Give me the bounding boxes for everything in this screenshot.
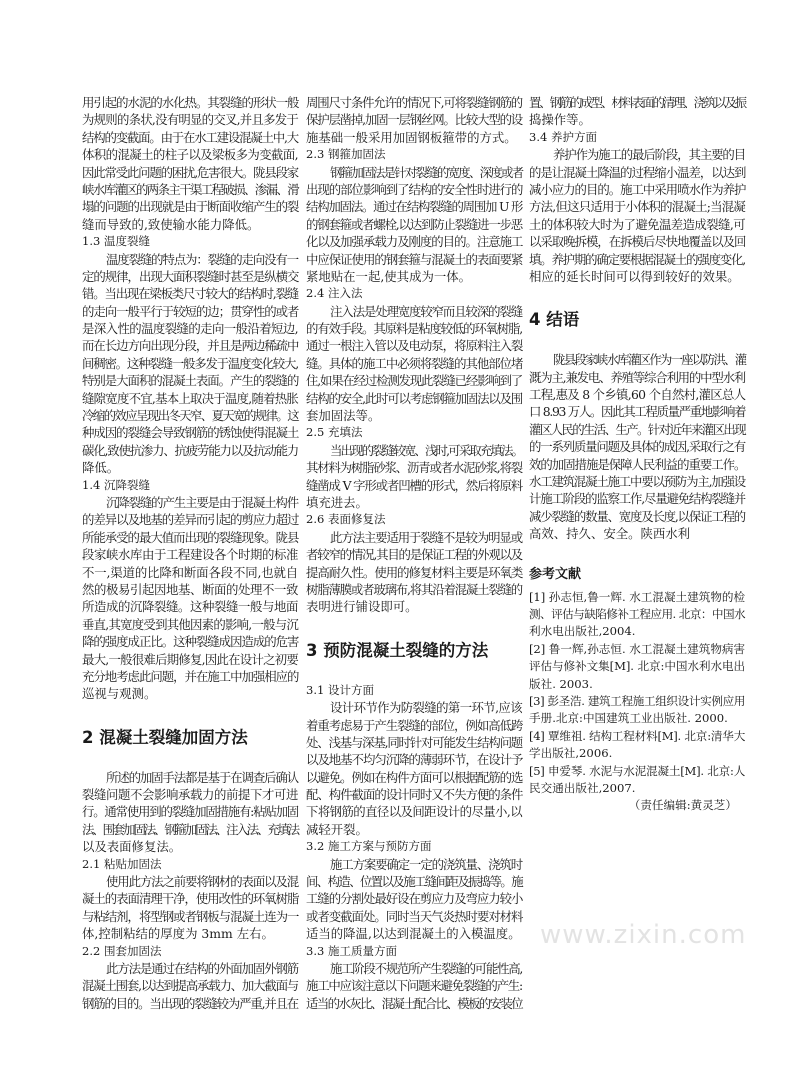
paragraph-line: 间、构造、位置以及施工缝间距及振捣等。施 xyxy=(306,874,522,890)
paragraph-line: 减轻开裂。 xyxy=(306,821,368,837)
paragraph-line: 溉为主,兼发电、养殖等综合利用的中型水利 xyxy=(529,369,745,385)
paragraph-line: 的差异以及地基的差异而引起的剪应力超过 xyxy=(82,512,299,528)
paragraph-line: 定的规律，出现大面积裂缝时甚至是纵横交 xyxy=(82,268,299,284)
column-middle xyxy=(306,94,522,1012)
section-heading: 3 预防混凝土裂缝的方法 xyxy=(306,640,489,660)
paragraph-line: 所述的加固手法都是基于在调查后确认 xyxy=(106,769,298,785)
paragraph-line: 口 8.93 万人。因此其工程质量严重地影响着 xyxy=(529,404,746,420)
paragraph-line: 的有效手段。其原料是粘度较低的环氧树脂, xyxy=(306,321,522,337)
paragraph-line: 巡视与观测。 xyxy=(82,686,157,702)
paragraph-line: 结构加固法。通过在结构裂缝的周围加 U 形 xyxy=(306,199,523,215)
paragraph-line: 或者变截面处。同时当天气炎热时要对材料 xyxy=(306,908,523,924)
subsection-heading: 2.6 表面修复法 xyxy=(306,512,386,527)
paragraph-line: 垂直,其宽度受到其他因素的影响,一般与沉 xyxy=(82,616,298,632)
reference-line: 利水电出版社,2004. xyxy=(529,624,636,639)
paragraph-line: 体,控制粘结的厚度为 3mm 左右。 xyxy=(82,926,274,942)
subsection-heading: 3.2 施工方案与预防方面 xyxy=(306,839,432,854)
paragraph-line: 是深入性的温度裂缝的走向一般沿着短边, xyxy=(82,321,298,337)
reference-line: 学出版社,2006. xyxy=(529,746,613,761)
paragraph-line: 碳化,致使抗渗力、抗疲劳能力以及抗动能力 xyxy=(82,442,298,458)
paragraph-line: 施基础一般采用加固钢板箍带的方式。 xyxy=(306,129,517,145)
subsection-heading: 2.4 注入法 xyxy=(306,286,363,301)
paragraph-line: 周围尺寸条件允许的情况下,可将裂缝钢筋的 xyxy=(306,95,522,110)
paragraph-line: 计施工阶段的监察工作,尽量避免结构裂缝并 xyxy=(529,491,745,507)
reference-line: 测、评估与缺陷修补工程应用. 北京：中国水 xyxy=(529,606,745,621)
paragraph-line: 不一,渠道的比降和断面各段不同,也就自 xyxy=(82,564,298,580)
paragraph-line: 用引起的水泥的水化热。其裂缝的形状一般 xyxy=(82,95,299,110)
paragraph-line: 然的极易引起因地基、断面的处理不一致 xyxy=(82,581,298,597)
paragraph-line: 种成因的裂缝会导致钢筋的锈蚀使得混凝土 xyxy=(82,425,299,441)
paragraph-line: 下将钢筋的直径以及间距设计的尽量小,以 xyxy=(306,804,522,820)
subsection-heading: 1.3 温度裂缝 xyxy=(82,234,150,249)
column-right xyxy=(529,94,745,815)
watermark: www.zixin.com xyxy=(540,920,747,950)
paragraph-line: 出现的部位影响到了结构的安全性时进行的 xyxy=(306,181,523,197)
section-heading: 2 混凝土裂缝加固方法 xyxy=(82,727,248,747)
paragraph-line: 土的体积较大时为了避免温差造成裂缝,可 xyxy=(529,216,745,232)
paragraph-line: 使用此方法之前要将钢材的表面以及混 xyxy=(106,874,298,890)
reference-line: [4] 覃维祖. 结构工程材料[M]. 北京:清华大 xyxy=(529,728,745,743)
paragraph-line: 降低。 xyxy=(82,460,120,476)
paragraph-line: 高效、持久、安全。陕西水利 xyxy=(529,526,691,542)
paragraph-line: 裂缝问题不会影响承载力的前提下才可进 xyxy=(82,787,298,803)
paragraph-line: 此方法是通过在结构的外面加固外钢筋 xyxy=(106,960,298,976)
paragraph-line: 冷缩的效应呈现出冬天窄、夏天宽的规律。这 xyxy=(82,408,298,424)
paragraph-line: 因此常受此问题的困扰,危害很大。陇县段家 xyxy=(82,164,298,180)
paragraph-line: 灌区人民的生活、生产。针对近年来灌区出现 xyxy=(529,421,745,437)
paragraph-line: 的是让混凝土降温的过程缩小温差，以达到 xyxy=(529,164,746,180)
paragraph-line: 以及地基不均匀沉降的薄弱环节，在设计予 xyxy=(306,752,523,768)
references-heading: 参考文献 xyxy=(529,566,582,582)
paragraph-line: 填。养护期的确定要根据混凝土的强度变化, xyxy=(529,251,745,267)
paragraph-line: 的钢套箍或者螺栓,以达到防止裂缝进一步恶 xyxy=(306,216,522,232)
paragraph-line: 缝凿成 V 字形或者凹槽的形式，然后将原料 xyxy=(306,477,522,493)
paragraph-line: 凝土的表面清理干净，使用改性的环氧树脂 xyxy=(82,891,299,907)
reference-line: 民交通出版社,2007. xyxy=(529,780,636,795)
paragraph-line: 树脂薄膜或者玻璃布,将其沿着混凝土裂缝的 xyxy=(306,581,522,597)
paragraph-line: 与粘结剂，将型钢或者钢板与混凝土连为一 xyxy=(82,908,299,924)
paragraph-line: 相应的延长时间可以得到较好的效果。 xyxy=(529,268,740,284)
subsection-heading: 1.4 沉降裂缝 xyxy=(82,477,150,492)
paragraph-line: 通过一根注入管以及电动泵，将原料注入裂 xyxy=(306,338,523,354)
paragraph-line: 所造成的沉降裂缝。这种裂缝一般与地面 xyxy=(82,599,298,615)
paragraph-line: 保护层凿掉,加固一层钢丝网。比较大型的设 xyxy=(306,112,522,128)
paragraph-line: 配、构件截面的设计同时又不失方便的条件 xyxy=(306,787,523,803)
subsection-heading: 3.1 设计方面 xyxy=(306,682,374,697)
paragraph-line: 适当的降温,以达到混凝土的入模温度。 xyxy=(306,926,521,942)
paragraph-line: 所能承受的最大值而出现的裂缝现象。陇县 xyxy=(82,529,299,545)
editor-credit: （责任编辑:黄灵芝） xyxy=(628,798,737,813)
paragraph-line: 结构的变截面。由于在水工建设混凝土中,大 xyxy=(82,129,298,145)
paragraph-line: 表明进行铺设即可。 xyxy=(306,599,418,615)
paragraph-line: 养护作为施工的最后阶段，其主要的目 xyxy=(553,147,745,163)
paragraph-line: 法、围套加固法、钢箍加固法、注入法、充填法 xyxy=(82,821,299,837)
paragraph-line: 减少裂缝的数量、宽度及长度,以保证工程的 xyxy=(529,508,745,524)
paragraph-line: 结构的安全,此时可以考虑钢箍加固法以及围 xyxy=(306,390,522,406)
paragraph-line: 温度裂缝的特点为：裂缝的走向没有一 xyxy=(106,251,298,267)
subsection-heading: 3.4 养护方面 xyxy=(529,129,597,144)
paragraph-line: 此方法主要适用于裂缝不是较为明显或 xyxy=(330,529,522,545)
subsection-heading: 2.5 充填法 xyxy=(306,425,363,440)
paragraph-line: 当出现的裂缝较宽、浅时,可采取充填法。 xyxy=(330,442,522,458)
paragraph-line: 的一系列质量问题及具体的成因,采取行之有 xyxy=(529,439,745,455)
paragraph-line: 陇县段家峡水库灌区作为一座以防洪、灌 xyxy=(553,352,746,368)
paragraph-line: 住,如果在经过检测发现此裂缝已经影响到了 xyxy=(306,373,522,389)
paragraph-line: 最大,一般很难后期修复,因此在设计之初要 xyxy=(82,651,298,667)
paragraph-line: 而在长边方向出现分段，并且是两边稀疏中 xyxy=(82,338,299,354)
paragraph-line: 工缝的分割处最好设在剪应力及弯应力较小 xyxy=(306,891,523,907)
paragraph-line: 间稠密。这种裂缝一般多发于温度变化较大, xyxy=(82,355,298,371)
subsection-heading: 2.2 围套加固法 xyxy=(82,943,162,958)
paragraph-line: 施工阶段不规范所产生裂缝的可能性高, xyxy=(330,960,522,976)
paragraph-line: 以及表面修复法。 xyxy=(82,839,182,855)
column-left xyxy=(82,94,298,1012)
paragraph-line: 套加固法等。 xyxy=(306,408,381,424)
subsection-heading: 2.1 粘贴加固法 xyxy=(82,856,162,871)
paragraph-line: 者较窄的情况,其目的是保证工程的外观以及 xyxy=(306,547,522,563)
paragraph-line: 缝而导致的,致使输水能力降低。 xyxy=(82,216,260,232)
paragraph-line: 设计环节作为防裂缝的第一环节,应该 xyxy=(330,700,522,716)
paragraph-line: 适当的水灰比、混凝土配合比、模板的安装位 xyxy=(306,995,522,1011)
paragraph-line: 段家峡水库由于工程建设各个时期的标准 xyxy=(82,547,298,563)
paragraph-line: 处、浅基与深基,同时针对可能发生结构问题 xyxy=(306,734,522,750)
section-heading: 4 结语 xyxy=(529,310,580,330)
reference-line: [3] 彭圣浩. 建筑工程施工组织设计实例应用 xyxy=(529,693,745,708)
paragraph-line: 施工中应该注意以下问题来避免裂缝的产生: xyxy=(306,978,522,994)
reference-line: [1] 孙志恒,鲁一辉. 水工混凝土建筑物的检 xyxy=(529,589,745,604)
paragraph-line: 紧地贴在一起,使其成为一体。 xyxy=(306,268,472,284)
paragraph-line: 塌的问题的出现就是由于断面收缩产生的裂 xyxy=(82,199,299,215)
paragraph-line: 峡水库灌区的两条主干渠工程破损、渗漏、滑 xyxy=(82,181,298,197)
paragraph-line: 为规则的条状,没有明显的交叉,并且多发于 xyxy=(82,112,298,128)
paragraph-line: 降的强度成正比。这种裂缝成因造成的危害 xyxy=(82,634,299,650)
paragraph-line: 体积的混凝土的柱子以及梁板多为变截面, xyxy=(82,147,298,163)
paragraph-line: 化以及加强承载力及刚度的目的。注意施工 xyxy=(306,234,523,250)
paragraph-line: 着重考虑易于产生裂缝的部位，例如高低跨 xyxy=(306,717,523,733)
subsection-heading: 3.3 施工质量方面 xyxy=(306,943,397,958)
paragraph-line: 以采取晚拆模，在拆模后尽快地覆盖以及回 xyxy=(529,234,746,250)
paragraph-line: 工程,惠及 8 个乡镇,60 个自然村,灌区总人 xyxy=(529,387,746,403)
paragraph-line: 错。当出现在梁板类尺寸较大的结构时,裂缝 xyxy=(82,286,298,302)
reference-line: [5] 申爱琴. 水泥与水泥混凝土[M]. 北京:人 xyxy=(529,763,745,778)
paragraph-line: 缝。具体的施工中必须将裂缝的其他部位堵 xyxy=(306,355,523,371)
paragraph-line: 混凝土围套,以达到提高承载力、加大截面与 xyxy=(82,978,298,994)
paragraph-line: 填充进去。 xyxy=(306,494,368,510)
paragraph-line: 减小应力的目的。施工中采用喷水作为养护 xyxy=(529,181,746,197)
reference-line: 手册.北京:中国建筑工业出版社. 2000. xyxy=(529,711,728,726)
reference-line: [2] 鲁一辉,孙志恒. 水工混凝土建筑物病害 xyxy=(529,641,745,656)
paragraph-line: 其材料为树脂砂浆、沥青或者水泥砂浆,将裂 xyxy=(306,460,522,476)
paragraph-line: 缝隙宽度不宜,基本上取决于温度,随着热胀 xyxy=(82,390,298,406)
paragraph-line: 钢箍加固法是针对裂缝的宽度、深度或者 xyxy=(330,164,523,180)
reference-line: 评估与修补文集[M]. 北京:中国水利水电出 xyxy=(529,659,745,674)
subsection-heading: 2.3 钢箍加固法 xyxy=(306,147,386,162)
paragraph-line: 充分地考虑此问题，并在施工中加强相应的 xyxy=(82,668,299,684)
paragraph-line: 注入法是处理宽度较窄而且较深的裂缝 xyxy=(330,303,522,319)
paragraph-line: 施工方案要确定一定的浇筑量、浇筑时 xyxy=(330,856,522,872)
paragraph-line: 捣操作等。 xyxy=(529,112,591,128)
paragraph-line: 行。通常使用到的裂缝加固措施有:粘贴加固 xyxy=(82,804,298,820)
reference-line: 版社. 2003. xyxy=(529,676,593,691)
paragraph-line: 方法,但这只适用于小体积的混凝土;当混凝 xyxy=(529,199,745,215)
paragraph-line: 水工建筑混凝土施工中要以预防为主,加强设 xyxy=(529,474,745,490)
paragraph-line: 提高耐久性。使用的修复材料主要是环氧类 xyxy=(306,564,523,580)
paragraph-line: 置、钢筋的成型、材料表面的清理、浇筑以及振 xyxy=(529,95,746,110)
paragraph-line: 钢筋的目的。当出现的裂缝较为严重,并且在 xyxy=(82,995,298,1011)
paragraph-line: 沉降裂缝的产生主要是由于混凝土构件 xyxy=(106,494,298,510)
paragraph-line: 以避免。例如在构件方面可以根据配筋的选 xyxy=(306,769,523,785)
paragraph-line: 的走向一般平行于较短的边；贯穿性的或者 xyxy=(82,303,299,319)
paragraph-line: 效的加固措施是保障人民利益的重要工作。 xyxy=(529,456,746,472)
paragraph-line: 中应保证使用的钢套箍与混凝土的表面要紧 xyxy=(306,251,523,267)
paragraph-line: 特别是大面积的混凝土表面。产生的裂缝的 xyxy=(82,373,299,389)
